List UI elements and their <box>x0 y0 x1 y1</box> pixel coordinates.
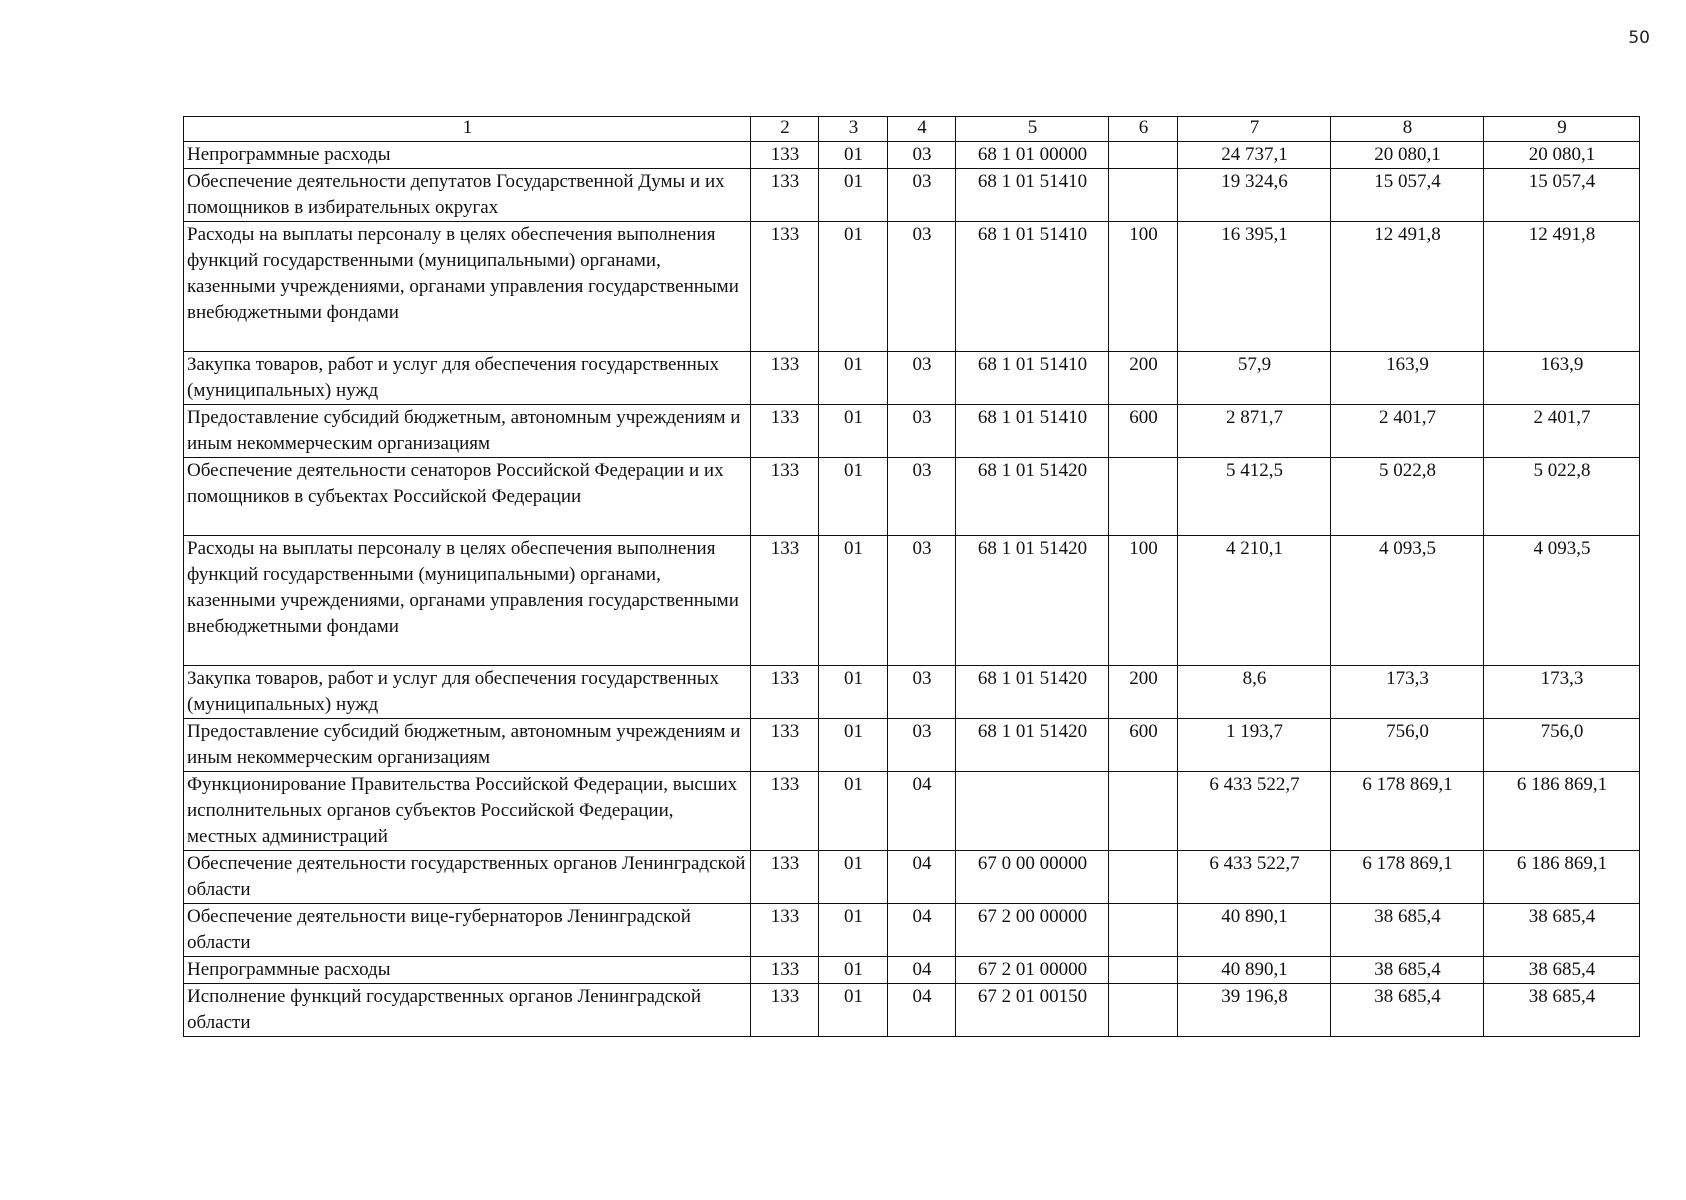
code-cell: 133 <box>751 904 819 957</box>
target-item-cell: 67 2 01 00150 <box>956 984 1109 1037</box>
header-cell: 8 <box>1331 117 1484 142</box>
subsection-cell: 03 <box>888 458 956 536</box>
subsection-cell: 03 <box>888 405 956 458</box>
expense-type-cell <box>1109 772 1178 851</box>
target-item-cell: 68 1 01 51410 <box>956 222 1109 352</box>
row-name-cell: Закупка товаров, работ и услуг для обеспечения государственных (муниципальных) нужд <box>184 352 751 405</box>
amount-cell: 6 178 869,1 <box>1331 851 1484 904</box>
code-cell: 133 <box>751 851 819 904</box>
amount-cell: 20 080,1 <box>1484 142 1640 169</box>
code-cell: 133 <box>751 666 819 719</box>
table-row <box>184 142 1640 169</box>
expense-type-cell: 200 <box>1109 666 1178 719</box>
row-name-cell: Функционирование Правительства Российской Федерации, высших исполнительных органов субъектов Российской Федерации, местных администраций <box>184 772 751 851</box>
section-cell: 01 <box>819 458 888 536</box>
row-name-cell: Предоставление субсидий бюджетным, автономным учреждениям и иным некоммерческим организациям <box>184 405 751 458</box>
header-cell: 7 <box>1178 117 1331 142</box>
section-cell: 01 <box>819 772 888 851</box>
target-item-cell: 68 1 01 51410 <box>956 405 1109 458</box>
code-cell: 133 <box>751 458 819 536</box>
amount-cell: 15 057,4 <box>1484 169 1640 222</box>
section-cell: 01 <box>819 169 888 222</box>
amount-cell: 163,9 <box>1484 352 1640 405</box>
amount-cell: 5 412,5 <box>1178 458 1331 536</box>
table-row <box>184 772 1640 851</box>
expense-type-cell: 600 <box>1109 719 1178 772</box>
amount-cell: 8,6 <box>1178 666 1331 719</box>
expense-type-cell: 100 <box>1109 222 1178 352</box>
subsection-cell: 04 <box>888 984 956 1037</box>
amount-cell: 20 080,1 <box>1331 142 1484 169</box>
target-item-cell: 68 1 01 51420 <box>956 666 1109 719</box>
target-item-cell: 67 2 00 00000 <box>956 904 1109 957</box>
row-name-cell: Расходы на выплаты персоналу в целях обеспечения выполнения функций государственными (муниципальными) органами, казенными учреждениями, органами управления государственными внебюджетными фондами <box>184 536 751 666</box>
amount-cell: 5 022,8 <box>1484 458 1640 536</box>
subsection-cell: 03 <box>888 142 956 169</box>
header-cell: 3 <box>819 117 888 142</box>
section-cell: 01 <box>819 904 888 957</box>
target-item-cell: 68 1 01 51420 <box>956 458 1109 536</box>
section-cell: 01 <box>819 984 888 1037</box>
section-cell: 01 <box>819 851 888 904</box>
header-cell: 5 <box>956 117 1109 142</box>
expense-type-cell: 100 <box>1109 536 1178 666</box>
amount-cell: 38 685,4 <box>1331 904 1484 957</box>
amount-cell: 38 685,4 <box>1484 984 1640 1037</box>
amount-cell: 6 186 869,1 <box>1484 772 1640 851</box>
target-item-cell: 67 2 01 00000 <box>956 957 1109 984</box>
amount-cell: 38 685,4 <box>1484 957 1640 984</box>
subsection-cell: 03 <box>888 169 956 222</box>
expense-type-cell: 200 <box>1109 352 1178 405</box>
code-cell: 133 <box>751 536 819 666</box>
code-cell: 133 <box>751 719 819 772</box>
amount-cell: 24 737,1 <box>1178 142 1331 169</box>
amount-cell: 16 395,1 <box>1178 222 1331 352</box>
code-cell: 133 <box>751 222 819 352</box>
table-row <box>184 352 1640 405</box>
code-cell: 133 <box>751 169 819 222</box>
amount-cell: 6 433 522,7 <box>1178 851 1331 904</box>
amount-cell: 163,9 <box>1331 352 1484 405</box>
table-header-row <box>184 117 1640 142</box>
row-name-cell: Непрограммные расходы <box>184 957 751 984</box>
amount-cell: 2 401,7 <box>1484 405 1640 458</box>
amount-cell: 39 196,8 <box>1178 984 1331 1037</box>
target-item-cell: 68 1 01 51420 <box>956 719 1109 772</box>
amount-cell: 12 491,8 <box>1484 222 1640 352</box>
row-name-cell: Обеспечение деятельности сенаторов Российской Федерации и их помощников в субъектах Российской Федерации <box>184 458 751 536</box>
amount-cell: 1 193,7 <box>1178 719 1331 772</box>
subsection-cell: 03 <box>888 719 956 772</box>
code-cell: 133 <box>751 352 819 405</box>
amount-cell: 6 186 869,1 <box>1484 851 1640 904</box>
row-name-cell: Обеспечение деятельности депутатов Государственной Думы и их помощников в избирательных округах <box>184 169 751 222</box>
header-cell: 6 <box>1109 117 1178 142</box>
amount-cell: 6 178 869,1 <box>1331 772 1484 851</box>
header-cell: 9 <box>1484 117 1640 142</box>
table-row <box>184 851 1640 904</box>
subsection-cell: 03 <box>888 536 956 666</box>
table-row <box>184 169 1640 222</box>
amount-cell: 40 890,1 <box>1178 957 1331 984</box>
amount-cell: 4 093,5 <box>1484 536 1640 666</box>
amount-cell: 38 685,4 <box>1484 904 1640 957</box>
header-cell: 1 <box>184 117 751 142</box>
code-cell: 133 <box>751 984 819 1037</box>
amount-cell: 5 022,8 <box>1331 458 1484 536</box>
expense-type-cell <box>1109 984 1178 1037</box>
amount-cell: 756,0 <box>1484 719 1640 772</box>
subsection-cell: 04 <box>888 957 956 984</box>
expense-type-cell: 600 <box>1109 405 1178 458</box>
row-name-cell: Исполнение функций государственных органов Ленинградской области <box>184 984 751 1037</box>
amount-cell: 4 210,1 <box>1178 536 1331 666</box>
table-row <box>184 719 1640 772</box>
table-row <box>184 904 1640 957</box>
section-cell: 01 <box>819 222 888 352</box>
amount-cell: 2 871,7 <box>1178 405 1331 458</box>
amount-cell: 38 685,4 <box>1331 957 1484 984</box>
subsection-cell: 03 <box>888 222 956 352</box>
page-number: 50 <box>1628 28 1650 48</box>
section-cell: 01 <box>819 957 888 984</box>
amount-cell: 173,3 <box>1331 666 1484 719</box>
target-item-cell: 67 0 00 00000 <box>956 851 1109 904</box>
section-cell: 01 <box>819 536 888 666</box>
section-cell: 01 <box>819 405 888 458</box>
header-cell: 2 <box>751 117 819 142</box>
header-cell: 4 <box>888 117 956 142</box>
table-row <box>184 666 1640 719</box>
amount-cell: 12 491,8 <box>1331 222 1484 352</box>
row-name-cell: Обеспечение деятельности вице-губернаторов Ленинградской области <box>184 904 751 957</box>
subsection-cell: 04 <box>888 772 956 851</box>
subsection-cell: 04 <box>888 851 956 904</box>
target-item-cell: 68 1 01 51420 <box>956 536 1109 666</box>
table-row <box>184 984 1640 1037</box>
row-name-cell: Обеспечение деятельности государственных органов Ленинградской области <box>184 851 751 904</box>
expense-type-cell <box>1109 169 1178 222</box>
target-item-cell: 68 1 01 00000 <box>956 142 1109 169</box>
section-cell: 01 <box>819 352 888 405</box>
row-name-cell: Закупка товаров, работ и услуг для обеспечения государственных (муниципальных) нужд <box>184 666 751 719</box>
expense-type-cell <box>1109 142 1178 169</box>
expense-type-cell <box>1109 458 1178 536</box>
amount-cell: 40 890,1 <box>1178 904 1331 957</box>
section-cell: 01 <box>819 142 888 169</box>
amount-cell: 2 401,7 <box>1331 405 1484 458</box>
amount-cell: 15 057,4 <box>1331 169 1484 222</box>
target-item-cell <box>956 772 1109 851</box>
subsection-cell: 03 <box>888 352 956 405</box>
row-name-cell: Предоставление субсидий бюджетным, автономным учреждениям и иным некоммерческим организациям <box>184 719 751 772</box>
code-cell: 133 <box>751 142 819 169</box>
row-name-cell: Расходы на выплаты персоналу в целях обеспечения выполнения функций государственными (муниципальными) органами, казенными учреждениями, органами управления государственными внебюджетными фондами <box>184 222 751 352</box>
subsection-cell: 04 <box>888 904 956 957</box>
target-item-cell: 68 1 01 51410 <box>956 352 1109 405</box>
table-row <box>184 222 1640 352</box>
amount-cell: 756,0 <box>1331 719 1484 772</box>
amount-cell: 6 433 522,7 <box>1178 772 1331 851</box>
amount-cell: 38 685,4 <box>1331 984 1484 1037</box>
expense-type-cell <box>1109 851 1178 904</box>
section-cell: 01 <box>819 719 888 772</box>
expense-type-cell <box>1109 957 1178 984</box>
table-row <box>184 458 1640 536</box>
subsection-cell: 03 <box>888 666 956 719</box>
code-cell: 133 <box>751 405 819 458</box>
amount-cell: 4 093,5 <box>1331 536 1484 666</box>
amount-cell: 173,3 <box>1484 666 1640 719</box>
expense-type-cell <box>1109 904 1178 957</box>
target-item-cell: 68 1 01 51410 <box>956 169 1109 222</box>
code-cell: 133 <box>751 772 819 851</box>
section-cell: 01 <box>819 666 888 719</box>
table-row <box>184 536 1640 666</box>
budget-table <box>183 116 1640 1037</box>
amount-cell: 57,9 <box>1178 352 1331 405</box>
table-row <box>184 405 1640 458</box>
code-cell: 133 <box>751 957 819 984</box>
row-name-cell: Непрограммные расходы <box>184 142 751 169</box>
table-row <box>184 957 1640 984</box>
amount-cell: 19 324,6 <box>1178 169 1331 222</box>
